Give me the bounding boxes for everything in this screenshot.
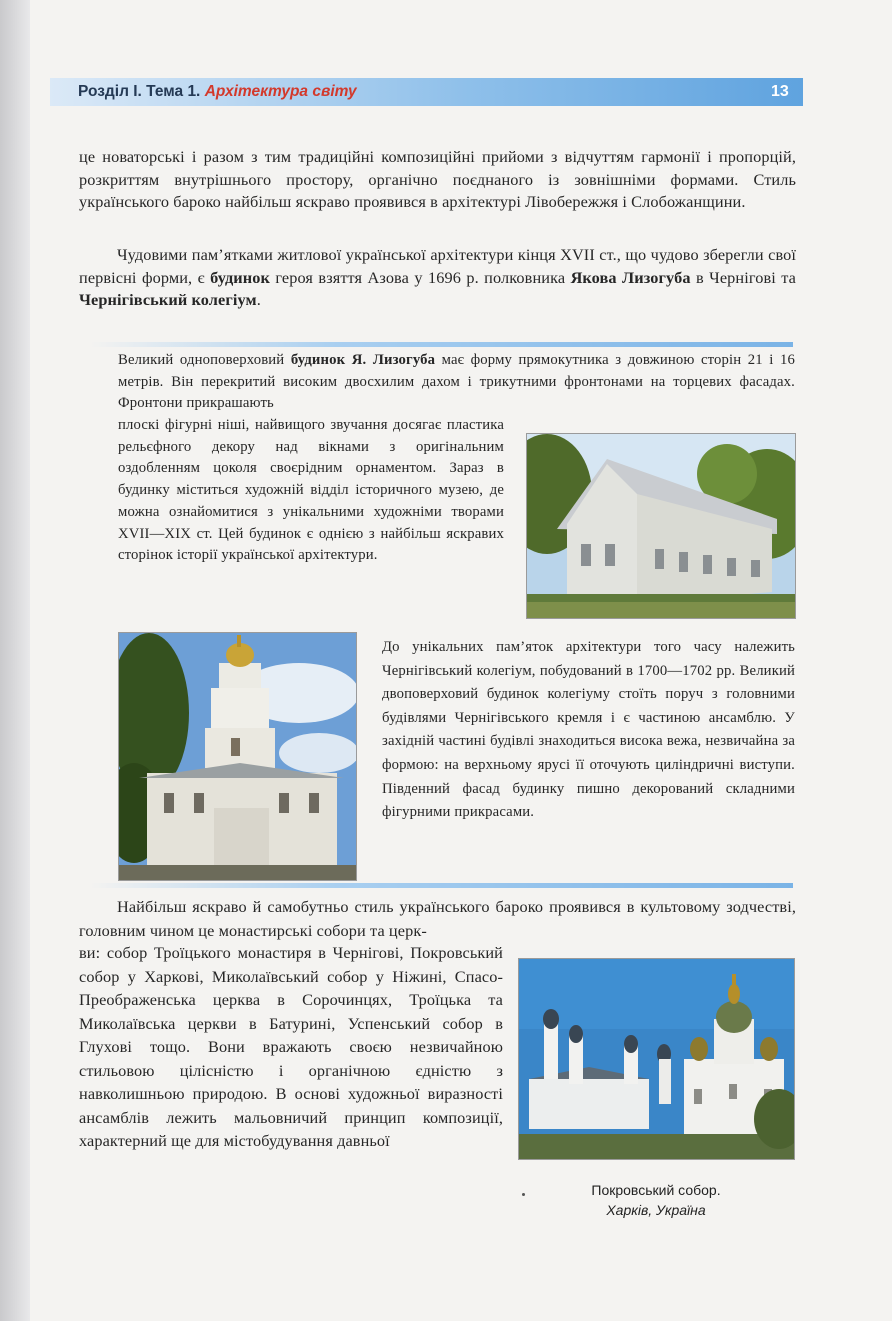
caption-place: Харків, Україна (606, 1202, 706, 1218)
page-gutter-shadow (0, 0, 30, 1321)
lizohub-bold-title: будинок Я. Лизогуба (290, 352, 436, 368)
printing-speck (522, 1193, 525, 1196)
p2-text-a: Чудовими пам’ятками житлової української архітектури кінця XVII ст., що чудово зберегли свої первісні форми, є (79, 245, 796, 287)
lizohub-text-b: має форму прямокутника з довжиною сторін 21 і 16 метрів. Він перекритий високим двосхилим дахом і трикутними фронтонами на торцевих фасадах. Фронтони прикрашають (118, 352, 795, 412)
section-divider-top (90, 342, 793, 347)
p2-text-d: в Чернігові та (690, 267, 796, 287)
cathedral-image (519, 959, 794, 1159)
lizohub-paragraph-left: плоскі фігурні ніші, найвищого звучання досягає пластика рельєфного декору над вікнами з оригінальним оздобленням цоколя своєрідним орнаментом. Зараз в будинку міститься художній відділ історичного музею, де можна ознайомитися з унікальними художніми творами XVII—XIX ст. Цей будинок є однією з найбільш яскравих сторінок історії української архітектури. (118, 417, 504, 564)
lizohub-paragraph-top (118, 350, 795, 415)
collegium-image (119, 633, 356, 880)
paragraph-churches-intro: Найбільш яскраво й самобутньо стиль українського бароко проявився в культовому зодчестві, головним чином це монастирські собори та церк- (79, 897, 796, 940)
page-number: 13 (771, 83, 789, 100)
paragraph-intro: це новаторські і разом з тим традиційні композиційні прийоми з відчуттям гармонії і пропорцій, розкриттям внутрішнього простору, органічно поєднаного із зовнішніми формами. Стиль українського бароко найбільш яскраво проявився в архітектурі Лівобережжя і Слобожанщини. (79, 147, 796, 212)
section-divider-bottom (90, 883, 793, 888)
lizohub-text-a: Великий одноповерховий (118, 352, 291, 368)
p2-bold-collegium: Чернігівський колегіум (79, 290, 257, 310)
p2-text-c: героя взяття Азова у 1696 р. полковника (269, 267, 571, 287)
caption-name: Покровський собор. (591, 1182, 721, 1198)
p2-bold-house: будинок (210, 267, 270, 287)
running-header (78, 81, 357, 103)
photo-caption (520, 1180, 792, 1220)
pokrovsky-cathedral-photo (518, 958, 795, 1160)
paragraph-churches-rest: ви: собор Троїцького монастиря в Чернігові, Покровський собор у Харкові, Миколаївський собор у Ніжині, Спасо-Преображенська церква в Сорочинцях, Троїцька та Миколаївська церкви в Батурині, Успенський собор в Глухові тощо. Вони вражають своєю незвичайною стильовою цілісністю і органічною єдністю з навколишньою природою. В основі художньої виразності ансамблів лежить мальовничий принцип композиції, характерний ще для містобудування давньої (79, 943, 503, 1150)
paragraph-monuments (79, 244, 796, 312)
collegium-paragraph: До унікальних пам’яток архітектури того часу належить Чернігівський колегіум, побудований в 1700—1702 рр. Великий двоповерховий будинок колегіуму стоїть поруч з головними будівлями Чернігівського кремля і є частиною ансамблю. У західній частині будівлі знаходиться висока вежа, незвичайна за формою: на верхньому ярусі її оточують циліндричні виступи. Південний фасад будинку пишно декорований складними фігурними прикрасами. (382, 639, 795, 821)
chernihiv-collegium-photo (118, 632, 357, 881)
topic-label: Архітектура світу (204, 83, 357, 100)
section-label: Розділ І. Тема 1. (78, 83, 201, 100)
p2-bold-lizohub: Якова Лизогуба (570, 267, 691, 287)
p2-text-e: . (256, 290, 261, 310)
lizohub-house-image (527, 434, 795, 618)
lizohub-house-photo (526, 433, 796, 619)
